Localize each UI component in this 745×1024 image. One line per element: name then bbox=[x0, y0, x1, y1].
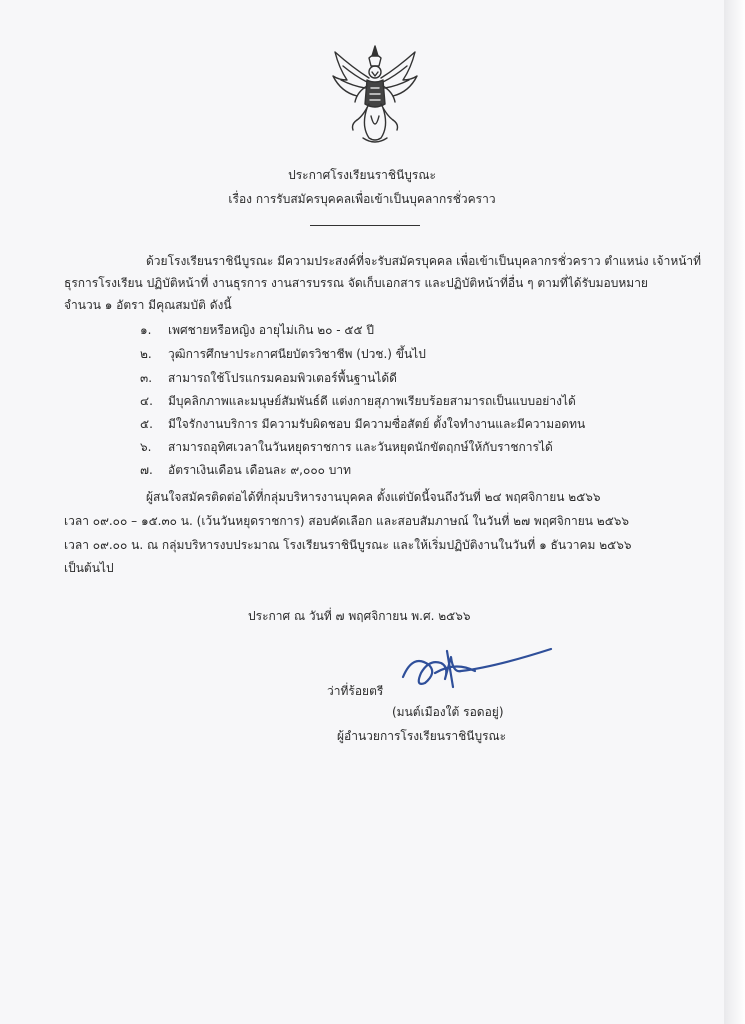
intro-line: ธุรการโรงเรียน ปฏิบัติหน้าที่ งานธุรการ งานสารบรรณ จัดเก็บเอกสาร และปฏิบัติหน้าที่อื่น ๆ ตามที่ได้รับมอบหมาย bbox=[64, 276, 648, 290]
application-line: เวลา ๐๙.๐๐ – ๑๕.๓๐ น. (เว้นวันหยุดราชการ) สอบคัดเลือก และสอบสัมภาษณ์ ในวันที่ ๒๗ พฤศจิกายน ๒๕๖๖ bbox=[64, 514, 630, 528]
intro-line: ด้วยโรงเรียนราชินีบูรณะ มีความประสงค์ที่จะรับสมัครบุคคล เพื่อเข้าเป็นบุคลากรชั่วคราว ตำแหน่ง เจ้าหน้าที่ bbox=[146, 254, 702, 268]
item-text: สามารถใช้โปรแกรมคอมพิวเตอร์พื้นฐานได้ดี bbox=[168, 371, 397, 385]
item-number: ๗. bbox=[140, 463, 153, 477]
item-text: มีใจรักงานบริการ มีความรับผิดชอบ มีความซื่อสัตย์ ตั้งใจทำงานและมีความอดทน bbox=[168, 417, 586, 431]
qualification-item bbox=[140, 461, 351, 480]
item-number: ๕. bbox=[140, 417, 153, 431]
garuda-emblem-icon bbox=[327, 42, 423, 146]
application-line: ผู้สนใจสมัครติดต่อได้ที่กลุ่มบริหารงานบุคคล ตั้งแต่บัดนี้จนถึงวันที่ ๒๔ พฤศจิกายน ๒๕๖๖ bbox=[146, 490, 601, 504]
announcement-subject: เรื่อง การรับสมัครบุคคลเพื่อเข้าเป็นบุคลากรชั่วคราว bbox=[228, 192, 496, 206]
item-number: ๓. bbox=[140, 371, 153, 385]
qualification-item bbox=[140, 392, 576, 411]
item-text: อัตราเงินเดือน เดือนละ ๙,๐๐๐ บาท bbox=[168, 463, 352, 477]
application-line: เป็นต้นไป bbox=[64, 561, 114, 575]
title-divider bbox=[310, 225, 420, 226]
signer-position: ผู้อำนวยการโรงเรียนราชินีบูรณะ bbox=[337, 729, 507, 743]
announcement-date: ประกาศ ณ วันที่ ๗ พฤศจิกายน พ.ศ. ๒๕๖๖ bbox=[248, 609, 471, 623]
item-number: ๖. bbox=[140, 440, 152, 454]
intro-line: จำนวน ๑ อัตรา มีคุณสมบัติ ดังนี้ bbox=[64, 298, 232, 312]
item-number: ๑. bbox=[140, 323, 152, 337]
signer-name: (มนต์เมืองใต้ รอดอยู่) bbox=[392, 705, 504, 719]
application-line: เวลา ๐๙.๐๐ น. ณ กลุ่มบริหารงบประมาณ โรงเรียนราชินีบูรณะ และให้เริ่มปฏิบัติงานในวันที่ ๑ ธันวาคม ๒๕๖๖ bbox=[64, 538, 632, 552]
item-number: ๒. bbox=[140, 347, 152, 361]
qualification-item bbox=[140, 345, 426, 364]
signer-rank: ว่าที่ร้อยตรี bbox=[327, 684, 384, 698]
item-text: เพศชายหรือหญิง อายุไม่เกิน ๒๐ - ๕๕ ปี bbox=[168, 323, 375, 337]
qualification-item bbox=[140, 369, 397, 388]
qualification-item bbox=[140, 438, 553, 457]
page-edge bbox=[724, 0, 745, 1024]
signature-image bbox=[395, 643, 555, 693]
qualification-item bbox=[140, 415, 585, 434]
item-text: มีบุคลิกภาพและมนุษย์สัมพันธ์ดี แต่งกายสุภาพเรียบร้อยสามารถเป็นแบบอย่างได้ bbox=[168, 394, 576, 408]
item-number: ๔. bbox=[140, 394, 153, 408]
item-text: วุฒิการศึกษาประกาศนียบัตรวิชาชีพ (ปวช.) ขึ้นไป bbox=[168, 347, 426, 361]
announcement-title: ประกาศโรงเรียนราชินีบูรณะ bbox=[288, 168, 436, 182]
qualification-item bbox=[140, 321, 374, 340]
item-text: สามารถอุทิศเวลาในวันหยุดราชการ และวันหยุดนักขัตฤกษ์ให้กับราชการได้ bbox=[168, 440, 553, 454]
